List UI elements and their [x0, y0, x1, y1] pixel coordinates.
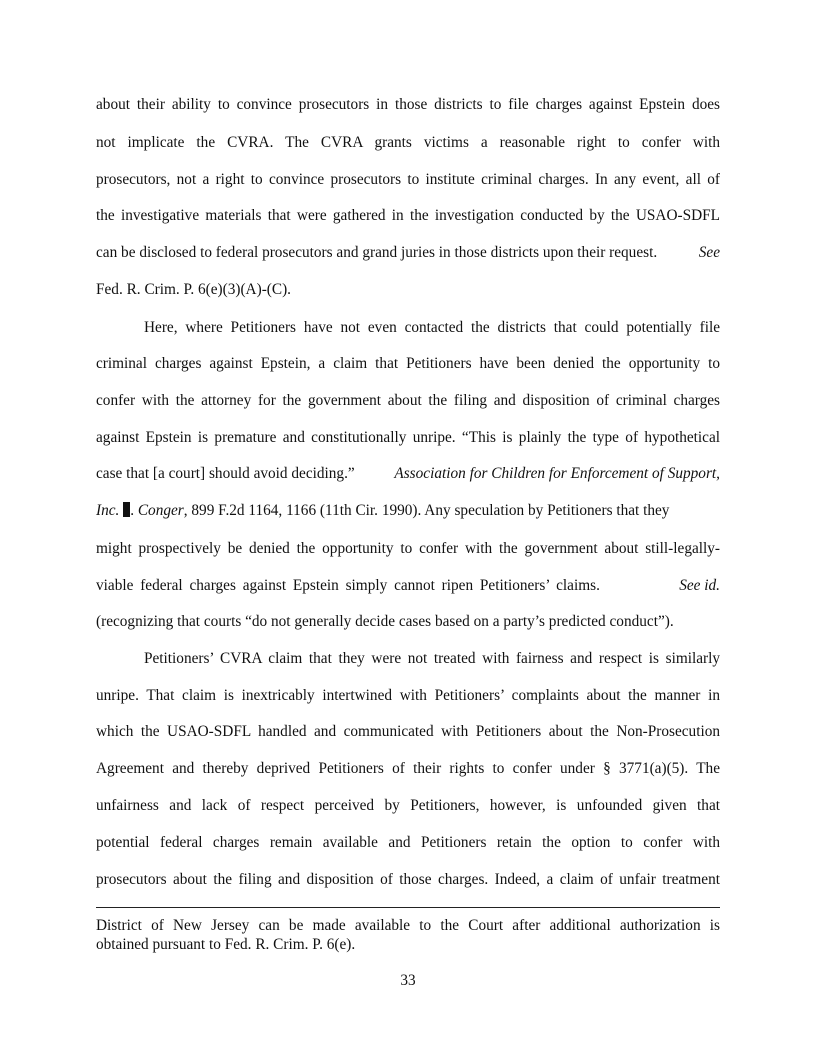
paragraph-3-line-6: potential federal charges remain available and Petitioners retain the option to confer with — [96, 834, 720, 851]
case-citation-name: Association for Children for Enforcement of Support, — [394, 465, 720, 482]
paragraph-3-line-5: unfairness and lack of respect perceived by Petitioners, however, is unfounded given that — [96, 797, 720, 814]
paragraph-2-line-5-quote: case that [a court] should avoid deciding.” — [96, 465, 355, 482]
paragraph-2-line-2: criminal charges against Epstein, a claim that Petitioners have been denied the opportunity to — [96, 355, 720, 372]
paragraph-1-see-signal: See — [698, 244, 720, 261]
paragraph-1-line-5 — [96, 243, 720, 263]
footnote-line-1: District of New Jersey can be made available to the Court after additional authorization is — [96, 917, 720, 934]
paragraph-1-line-5-text: can be disclosed to federal prosecutors and grand juries in those districts upon their request. — [96, 244, 658, 261]
paragraph-3-line-1: Petitioners’ CVRA claim that they were not treated with fairness and respect is similarly — [144, 650, 720, 667]
page-number: 33 — [400, 972, 416, 989]
paragraph-1-line-3: prosecutors, not a right to convince prosecutors to institute criminal charges. In any event, all of — [96, 171, 720, 188]
paragraph-1-line-6: Fed. R. Crim. P. 6(e)(3)(A)-(C). — [96, 281, 292, 298]
case-citation-inc: Inc. — [96, 502, 120, 519]
paragraph-1-line-4: the investigative materials that were gathered in the investigation conducted by the USAO-SDFL — [96, 207, 720, 224]
paragraph-3-line-2: unripe. That claim is inextricably intertwined with Petitioners’ complaints about the manner in — [96, 687, 720, 704]
redaction-mark — [123, 502, 130, 517]
paragraph-2-line-7: might prospectively be denied the opportunity to confer with the government about still-legally- — [96, 540, 720, 557]
paragraph-3-line-4: Agreement and thereby deprived Petitioners of their rights to confer under § 3771(a)(5). The — [96, 760, 720, 777]
footnote-separator — [96, 907, 720, 908]
paragraph-2-line-4: against Epstein is premature and constitutionally unripe. “This is plainly the type of hypothetical — [96, 429, 720, 446]
paragraph-2-see-id-signal: See id. — [679, 577, 720, 594]
paragraph-2-line-5 — [96, 464, 720, 484]
paragraph-2-line-1: Here, where Petitioners have not even contacted the districts that could potentially file — [144, 319, 720, 336]
case-citation-party: Conger — [137, 502, 184, 519]
paragraph-3-line-7: prosecutors about the filing and disposition of those charges. Indeed, a claim of unfair treatment — [96, 871, 720, 888]
paragraph-2-line-8 — [96, 576, 720, 596]
paragraph-3-line-3: which the USAO-SDFL handled and communicated with Petitioners about the Non-Prosecution — [96, 723, 720, 740]
footnote-line-2: obtained pursuant to Fed. R. Crim. P. 6(e). — [96, 936, 356, 953]
paragraph-2-line-6-citation: Inc. . Conger, 899 F.2d 1164, 1166 (11th Cir. 1990). Any speculation by Petitioners that they — [96, 502, 670, 519]
paragraph-2-line-8-text: viable federal charges against Epstein simply cannot ripen Petitioners’ claims. — [96, 577, 600, 594]
paragraph-2-line-9: (recognizing that courts “do not generally decide cases based on a party’s predicted conduct”). — [96, 613, 674, 630]
case-citation-reporter: , 899 F.2d 1164, 1166 (11th Cir. 1990). Any speculation by Petitioners that they — [183, 502, 670, 519]
paragraph-2-line-6 — [96, 501, 720, 521]
paragraph-1-line-2: not implicate the CVRA. The CVRA grants victims a reasonable right to confer with — [96, 134, 720, 151]
paragraph-1-line-1: about their ability to convince prosecutors in those districts to file charges against Epstein does — [96, 96, 720, 113]
paragraph-2-line-3: confer with the attorney for the government about the filing and disposition of criminal charges — [96, 392, 720, 409]
